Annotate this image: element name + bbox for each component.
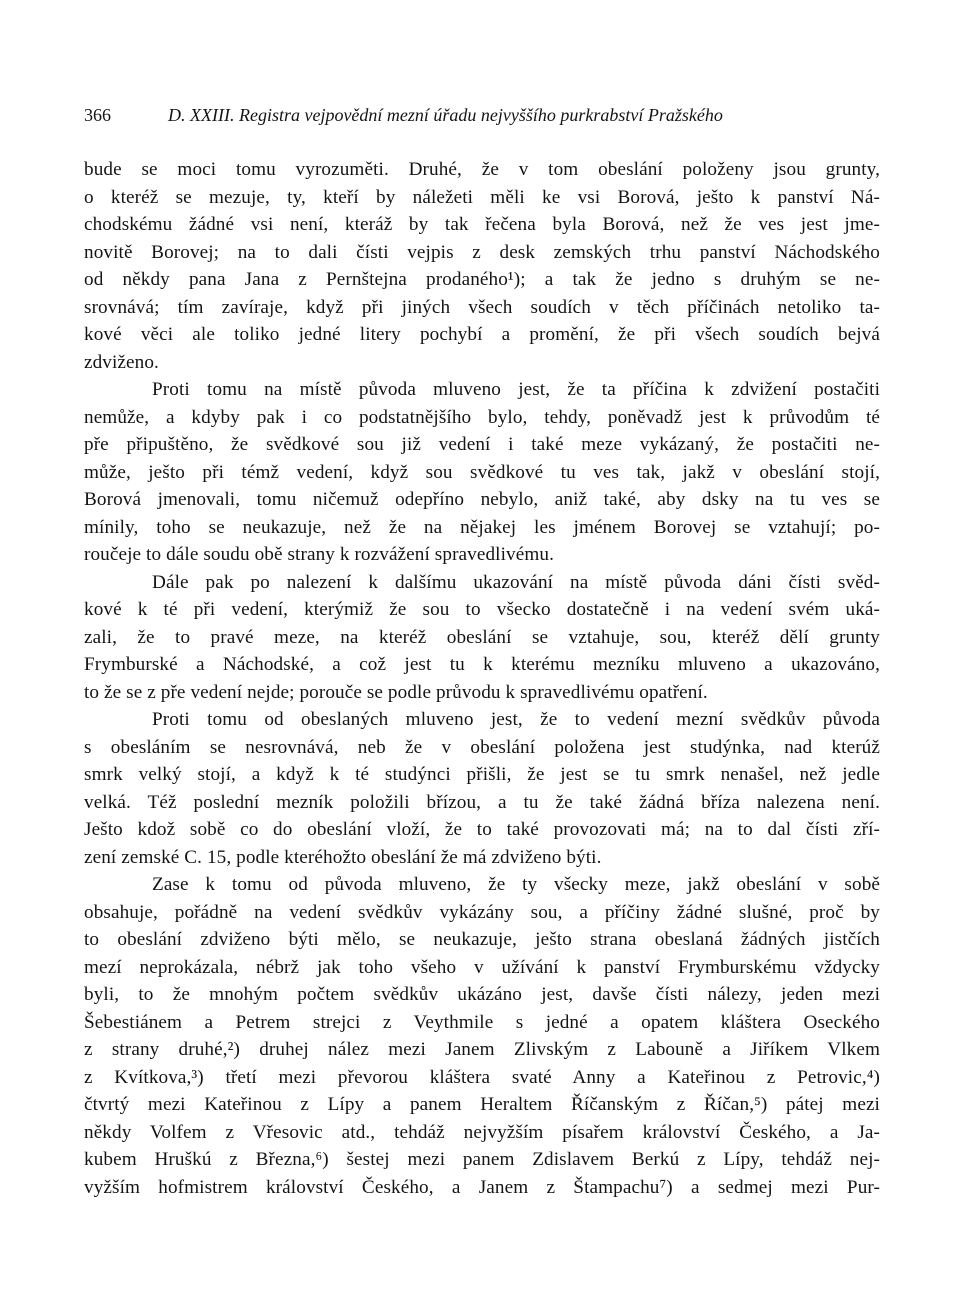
text-line: bude se moci tomu vyrozuměti. Druhé, že v tom obeslání položeny jsou grunty, <box>84 159 880 180</box>
body-text <box>84 156 880 1201</box>
text-line: pře připuštěno, že svědkové sou již vedení i také meze vykázaný, že postačiti ne- <box>84 434 880 455</box>
text-line: zení zemské C. 15, podle kteréhožto obeslání že má zdviženo býti. <box>84 846 602 868</box>
text-line: z strany druhé,²) druhej nález mezi Janem Zlivským z Labouně a Jiříkem Vlkem <box>84 1039 880 1060</box>
text-line: o kteréž se mezuje, ty, kteří by náležeti měli ke vsi Borová, ješto k panství Ná- <box>84 186 880 208</box>
paragraph-start-line: Dále pak po nalezení k dalšímu ukazování na místě původa dáni čísti svěd- <box>152 571 880 593</box>
text-line: vyžším hofmistrem království Českého, a Janem z Štampachu⁷) a sedmej mezi Pur- <box>84 1176 880 1198</box>
text-line: mezí neprokázala, nébrž jak toho všeho v užívání k panství Frymburskému vždycky <box>84 956 880 978</box>
text-line: někdy Volfem z Vřesovic atd., tehdáž nejvyžším písařem království Českého, a Ja- <box>84 1121 880 1143</box>
text-line: mínily, toho se neukazuje, než že na nějakej les jménem Borovej se vztahují; po- <box>84 516 880 538</box>
running-head <box>84 101 880 129</box>
text-line: Frymburské a Náchodské, a což jest tu k kterému mezníku mluveno a ukazováno, <box>84 654 880 675</box>
text-line: Borová jmenovali, tomu ničemuž odepříno nebylo, aniž také, aby dsky na tu ves se <box>84 489 880 510</box>
text-line: kové věci ale toliko jedné litery pochybí a promění, že při všech soudích bejvá <box>84 324 880 345</box>
text-line: nemůže, a kdyby pak i co podstatnějšího bylo, tehdy, poněvadž jest k průvodům té <box>84 406 880 428</box>
text-line: s obesláním se nesrovnává, neb že v obeslání položena jest studýnka, nad kterúž <box>84 736 880 758</box>
text-line: kubem Hruškú z Března,⁶) šestej mezi panem Zdislavem Berkú z Lípy, tehdáž nej- <box>84 1149 880 1170</box>
paragraph-start-line: Proti tomu na místě původa mluveno jest, že ta příčina k zdvižení postačiti <box>152 379 880 400</box>
paragraph-start-line: Proti tomu od obeslaných mluveno jest, že to vedení mezní svědkův původa <box>152 709 880 730</box>
text-line: obsahuje, pořádně na vedení svědkův vykázány sou, a příčiny žádné slušné, proč by <box>84 901 880 923</box>
text-line: Ješto kdož sobě co do obeslání vloží, že to také provozovati má; na to dal čísti zří- <box>84 819 880 840</box>
text-line: kové k té při vedení, kterýmiž že sou to všecko dostatečně i na vedení svém uká- <box>84 599 880 620</box>
text-line: srovnává; tím zavíraje, když při jiných všech soudích v těch příčinách netoliko ta- <box>84 296 880 318</box>
text-line: to že se z pře vedení nejde; porouče se podle průvodu k spravedlivému opatření. <box>84 681 708 703</box>
text-line: velká. Též poslední mezník položili břízou, a tu že také žádná bříza nalezena není. <box>84 791 880 813</box>
text-line: chodskému žádné vsi není, kteráž by tak řečena byla Borová, než že ves jest jme- <box>84 214 880 235</box>
text-line: byli, to že mnohým počtem svědkův ukázáno jest, davše čísti nálezy, jeden mezi <box>84 984 880 1005</box>
text-line: Šebestiánem a Petrem strejci z Veythmile s jedné a opatem kláštera Oseckého <box>84 1011 880 1033</box>
paragraph-start-line: Zase k tomu od původa mluveno, že ty všecky meze, jakž obeslání v sobě <box>152 874 880 895</box>
text-line: z Kvítkova,³) třetí mezi převorou kláštera svaté Anny a Kateřinou z Petrovic,⁴) <box>84 1066 880 1088</box>
text-line: od někdy pana Jana z Pernštejna prodaného¹); a tak že jedno s druhým se ne- <box>84 269 880 290</box>
page-number: 366 <box>84 105 111 125</box>
text-line: může, ješto při témž vedení, když sou svědkové tu ves tak, jakž v obeslání stojí, <box>84 461 880 483</box>
text-line: čtvrtý mezi Kateřinou z Lípy a panem Heraltem Říčanským z Říčan,⁵) pátej mezi <box>84 1094 880 1115</box>
running-title: D. XXIII. Registra vejpovědní mezní úřadu nejvyššího purkrabství Pražského <box>168 105 723 125</box>
text-line: to obeslání zdviženo býti mělo, se neukazuje, ješto strana obeslaná žádných jistčích <box>84 929 880 950</box>
text-line: zali, že to pravé meze, na kteréž obeslání se vztahuje, sou, kteréž dělí grunty <box>84 626 880 648</box>
text-line: novitě Borovej; na to dali čísti vejpis z desk zemských trhu panství Náchodského <box>84 241 880 263</box>
text-line: roučeje to dále soudu obě strany k rozvážení spravedlivému. <box>84 544 554 565</box>
text-line: zdviženo. <box>84 351 159 373</box>
text-line: smrk velký stojí, a když k té studýnci přišli, že jest se tu smrk nenašel, než jedle <box>84 764 880 785</box>
